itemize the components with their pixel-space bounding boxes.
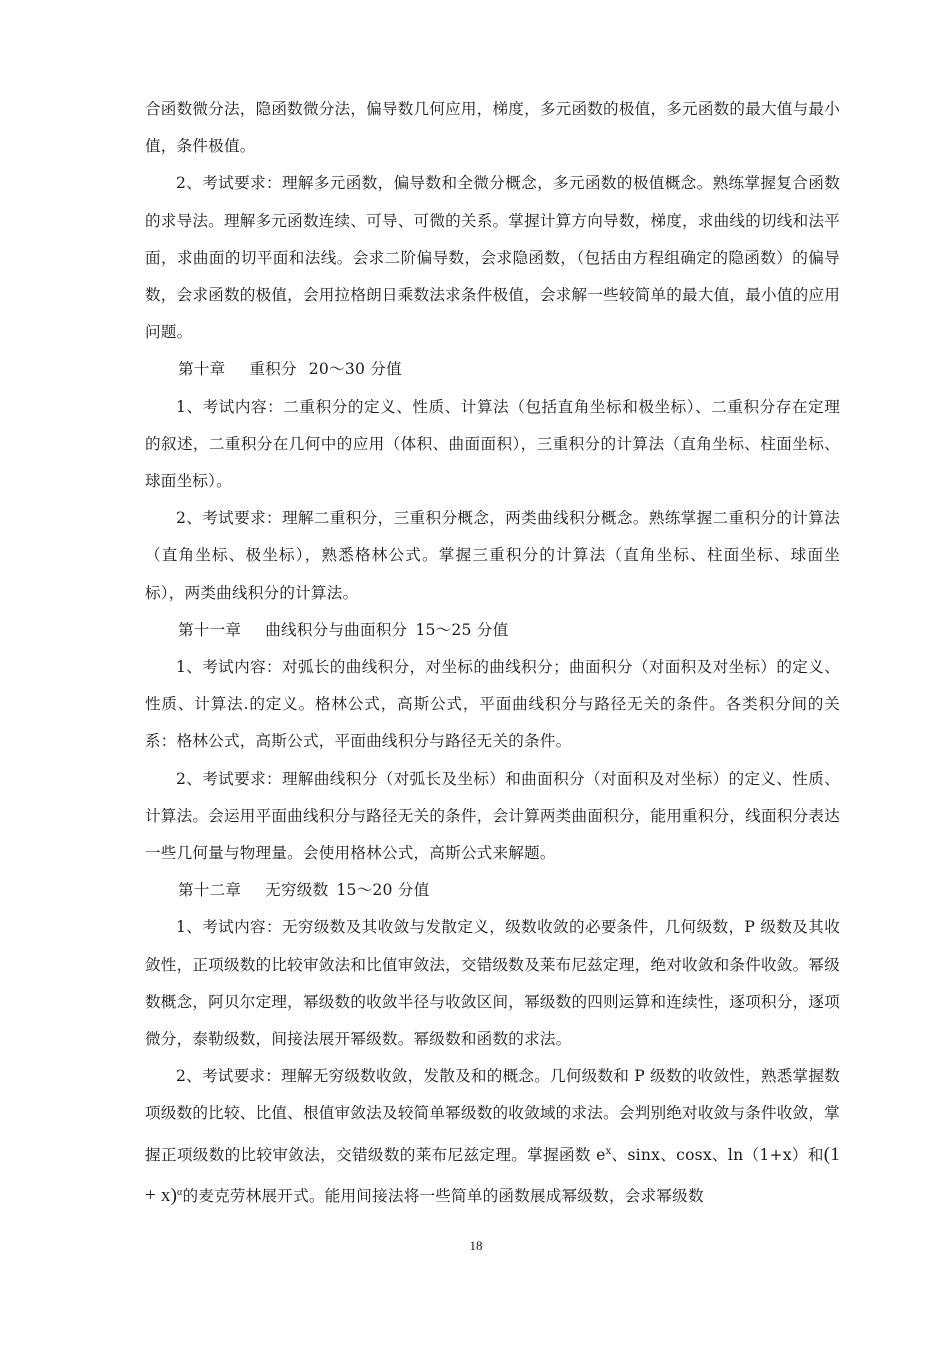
paragraph-ch10-content: 1、考试内容：二重积分的定义、性质、计算法（包括直角坐标和极坐标）、二重积分存在定理的叙述，二重积分在几何中的应用（体积、曲面面积），三重积分的计算法（直角坐标、柱面坐标、球面坐标）。 [145,397,840,491]
chapter-12-heading [145,872,840,909]
chapter-number: 第十章 [178,360,226,379]
chapter-title: 无穷级数 [265,881,329,900]
math-base: (1 + x) [145,1143,841,1206]
math-exponent-alpha: α [177,1186,183,1198]
paragraph-ch11-content: 1、考试内容：对弧长的曲线积分，对坐标的曲线积分；曲面积分（对面积及对坐标）的定义、性质、计算法.的定义。格林公式，高斯公式，平面曲线积分与路径无关的条件。各类积分间的关系：格林公式，高斯公式，平面曲线积分与路径无关的条件。 [145,658,840,751]
paragraph-continued-topics: 合函数微分法，隐函数微分法，偏导数几何应用，梯度，多元函数的极值，多元函数的最大值与最小值，条件极值。 [145,100,840,156]
paragraph-ch10-requirements: 2、考试要求：理解二重积分，三重积分概念，两类曲线积分概念。熟练掌握二重积分的计算法（直角坐标、极坐标），熟悉格林公式。掌握三重积分的计算法（直角坐标、柱面坐标、球面坐标），两类曲线积分的计算法。 [145,509,840,602]
paragraph-ch9-requirements: 2、考试要求：理解多元函数，偏导数和全微分概念，多元函数的极值概念。熟练掌握复合函数的求导法。理解多元函数连续、可导、可微的关系。掌握计算方向导数，梯度，求曲线的切线和法平面，求曲面的切平面和法线。会求二阶偏导数，会求隐函数，（包括由方程组确定的隐函数）的偏导数，会求函数的极值，会用拉格朗日乘数法求条件极值，会求解一些较简单的最大值，最小值的应用问题。 [145,174,840,342]
text-segment: 2、考试要求：理解无穷级数收敛，发散及和的概念。几何级数和 P 级数的收敛性，熟悉掌握数项级数的比较、比值、根值审敛法及较简单幂级数的收敛域的求法。会判别绝对收敛与条件收敛，掌握正项级数的比较审敛法，交错级数的莱布尼兹定理。掌握函数 e [145,1067,840,1164]
chapter-11-heading [145,612,840,649]
chapter-score: 20～30 分值 [308,360,402,379]
chapter-number: 第十二章 [178,881,242,900]
page-number: 18 [469,1238,483,1253]
chapter-title: 重积分 [249,360,297,379]
chapter-score: 15～25 分值 [415,620,509,639]
text-segment: 的麦克劳林展开式。能用间接法将一些简单的函数展成幂级数，会求幂级数 [182,1186,704,1205]
page-body [145,91,840,1215]
paragraph-ch11-requirements: 2、考试要求：理解曲线积分（对弧长及坐标）和曲面积分（对面积及对坐标）的定义、性质、计算法。会运用平面曲线积分与路径无关的条件，会计算两类曲面积分，能用重积分，线面积分表达一些几何量与物理量。会使用格林公式，高斯公式来解题。 [145,769,840,863]
chapter-title: 曲线积分与曲面积分 [265,620,408,639]
text-segment: 、sinx、cosx、ln（1+x）和 [611,1145,824,1164]
paragraph-ch12-content: 1、考试内容：无穷级数及其收敛与发散定义，级数收敛的必要条件，几何级数，P 级数及其收敛性，正项级数的比较审敛法和比值审敛法，交错级数及莱布尼兹定理，绝对收敛和条件收敛。幂级数概念，阿贝尔定理，幂级数的收敛半径与收敛区间，幂级数的四则运算和连续性，逐项积分，逐项微分，泰勒级数，间接法展开幂级数。幂级数和函数的求法。 [145,918,840,1049]
superscript-x: x [605,1145,612,1157]
paragraph-ch12-requirements [145,1058,840,1215]
chapter-number: 第十一章 [178,620,242,639]
chapter-10-heading [145,351,840,388]
chapter-score: 15～20 分值 [336,881,430,900]
